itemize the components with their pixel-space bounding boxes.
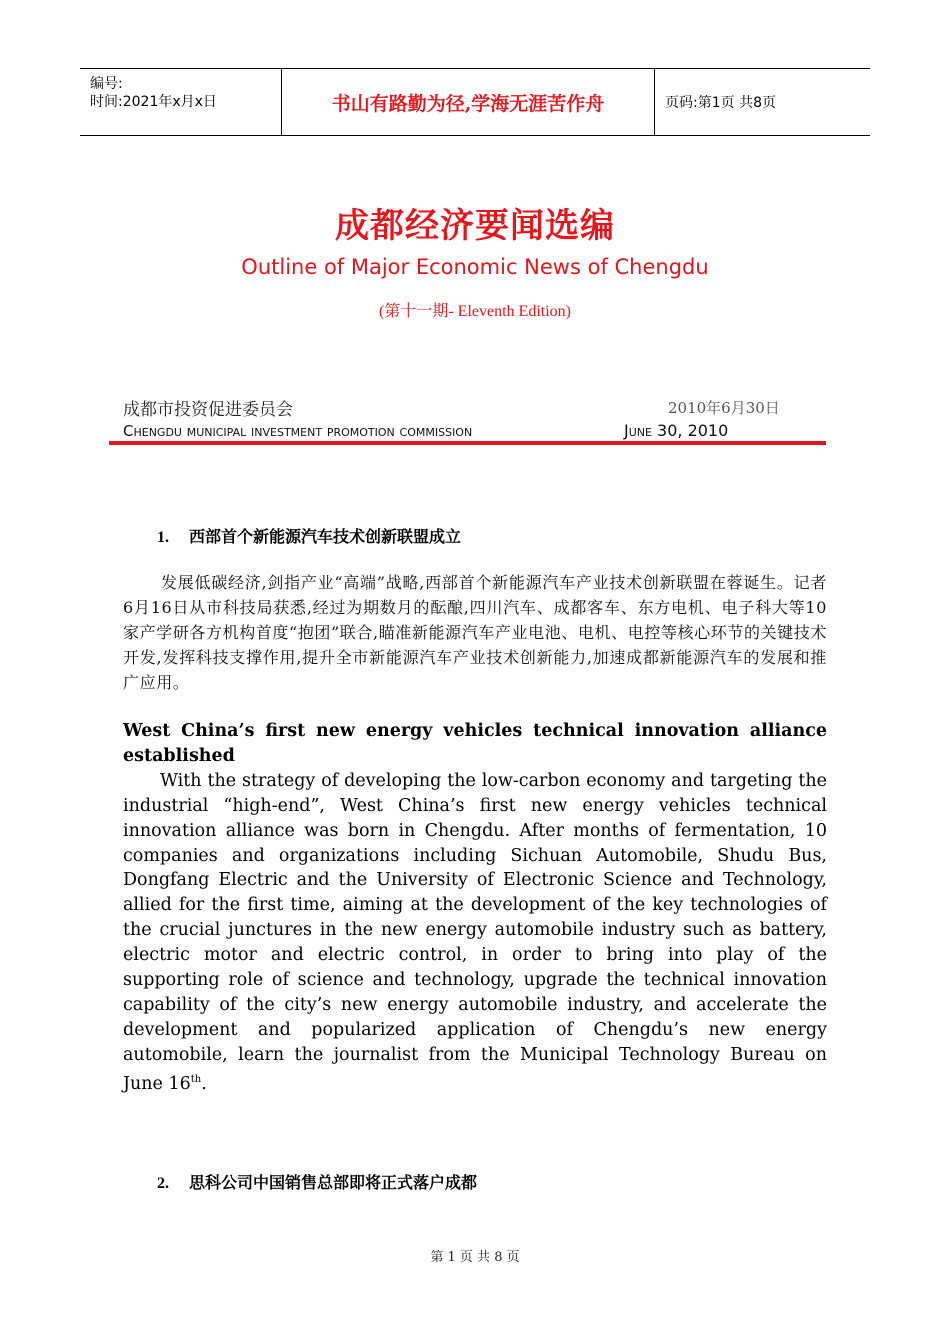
title-en: Outline of Major Economic News of Chengdu [241, 255, 709, 279]
issuer-org-en: Chengdu municipal investment promotion commission [123, 422, 473, 440]
section-1-heading [157, 524, 461, 547]
header-table [80, 68, 870, 136]
header-meta-cell [80, 69, 282, 135]
header-divider [109, 441, 826, 445]
time-label: 时间:2021年x月x日 [90, 94, 217, 110]
section-number: 2. [157, 1175, 169, 1192]
issuer-date-cn: 2010年6月30日 [668, 399, 780, 417]
section-1-body-cn: 发展低碳经济,剑指产业“高端”战略,西部首个新能源汽车产业技术创新联盟在蓉诞生。记者6月16日从市科技局获悉,经过为期数月的酝酿,四川汽车、成都客车、东方电机、电子科大等10家产学研各方机构首度“抱团”联合,瞄准新能源汽车产业电池、电机、电控等核心环节的关键技术开发,发挥科技支撑作用,提升全市新能源汽车产业技术创新能力,加速成都新能源汽车的发展和推广应用。 [123, 573, 827, 692]
section-1-english [123, 719, 827, 1096]
section-1-body-en [123, 769, 827, 1097]
issuer-org-cn: 成都市投资促进委员会 [123, 400, 293, 420]
section-number: 1. [157, 529, 169, 546]
header-page-info: 页码:第1页 共8页 [665, 95, 776, 111]
body-en-end: . [201, 1073, 207, 1094]
issuer-date-en: June 30, 2010 [624, 421, 729, 440]
title-cn: 成都经济要闻选编 [335, 206, 615, 246]
section-1-title-en: West China’s first new energy vehicles technical innovation alliance established [123, 721, 827, 766]
number-label: 编号: [90, 76, 123, 92]
ordinal-suffix: th [190, 1073, 202, 1085]
header-motto: 书山有路勤为径,学海无涯苦作舟 [282, 69, 655, 135]
body-en-text: With the strategy of developing the low-carbon economy and targeting the industrial “high-end”, West China’s first new energy vehicles technical innovation alliance was born in Chengdu. After months of fermentation, 10 companies and organizations including Sichuan Automobile, Shudu Bus, Dongfang Electric and the University of Electronic Science and Technology, allied for the first time, aiming at the development of the key technologies of the crucial junctures in the new energy automobile industry such as battery, electric motor and electric control, in order to bring into play of the supporting role of science and technology, upgrade the technical innovation capability of the city’s new energy automobile industry, and accelerate the development and popularized application of Chengdu’s new energy automobile, learn the journalist from the Municipal Technology Bureau on June 16 [123, 770, 827, 1094]
section-title-cn: 西部首个新能源汽车技术创新联盟成立 [189, 527, 462, 546]
section-2-heading [157, 1170, 477, 1193]
edition-label: (第十一期- Eleventh Edition) [379, 303, 571, 320]
page-footer: 第 1 页 共 8 页 [430, 1250, 520, 1265]
section-title-cn: 思科公司中国销售总部即将正式落户成都 [189, 1173, 478, 1192]
